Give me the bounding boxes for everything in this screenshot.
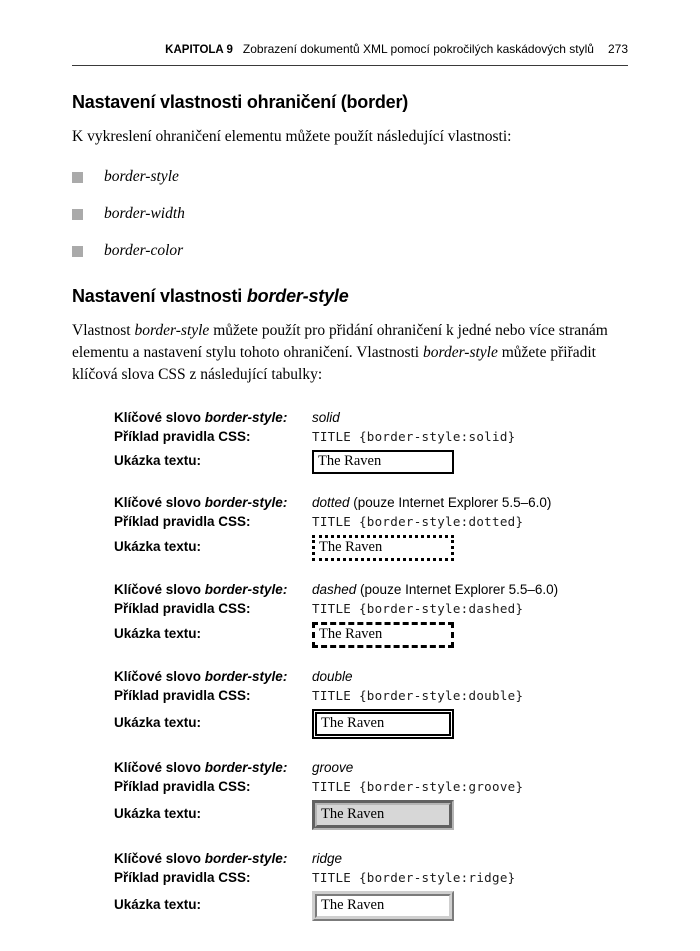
- keyword-row: [114, 760, 628, 775]
- keyword-label-term: border-style:: [204, 669, 288, 684]
- border-style-entry-dashed: [114, 582, 628, 648]
- sample-row: [114, 620, 628, 648]
- chapter-heading: [165, 42, 594, 56]
- paragraph-text: Vlastnost: [72, 322, 135, 339]
- border-style-entry-ridge: [114, 851, 628, 921]
- sample-box-double: The Raven: [312, 709, 454, 739]
- keyword-label-prefix: Klíčové slovo: [114, 410, 205, 425]
- sample-row: [114, 448, 628, 474]
- css-rule-row: [114, 779, 628, 794]
- border-style-entry-double: [114, 669, 628, 739]
- sample-label: Ukázka textu:: [114, 453, 202, 468]
- css-rule-row: [114, 870, 628, 885]
- sample-box-dotted: The Raven: [312, 535, 454, 561]
- inline-keyword: border-style: [134, 322, 210, 339]
- border-style-table: [114, 410, 628, 921]
- paragraph-text: můžete použít pro přidání ohraničení k jedné nebo více stranám elementu a nastavení stylu tohoto ohraničení. Vlastnosti: [72, 322, 608, 361]
- sample-box-dashed: The Raven: [312, 622, 454, 648]
- css-rule-code: TITLE {border-style:dashed}: [312, 601, 524, 616]
- keyword-text: ridge: [312, 851, 343, 866]
- css-rule-code: TITLE {border-style:ridge}: [312, 870, 516, 885]
- keyword-label-term: border-style:: [204, 582, 288, 597]
- css-rule-row: [114, 514, 628, 529]
- keyword-value: [312, 410, 628, 425]
- keyword-label: [114, 851, 312, 866]
- keyword-row: [114, 410, 628, 425]
- page-number: 273: [607, 42, 628, 56]
- sample-box-solid: The Raven: [312, 450, 454, 474]
- square-bullet-icon: [72, 172, 83, 183]
- keyword-label-term: border-style:: [204, 410, 288, 425]
- keyword-label-term: border-style:: [204, 495, 288, 510]
- keyword-label-prefix: Klíčové slovo: [114, 760, 205, 775]
- keyword-note: (pouze Internet Explorer 5.5–6.0): [356, 582, 559, 597]
- sample-box-groove: The Raven: [312, 800, 454, 830]
- list-item: [72, 168, 628, 186]
- keyword-text: dashed: [312, 582, 357, 597]
- border-style-paragraph: [72, 320, 628, 386]
- sample-row: [114, 707, 628, 739]
- border-style-entry-groove: [114, 760, 628, 830]
- keyword-text: solid: [312, 410, 340, 425]
- page: [72, 0, 628, 921]
- keyword-label-prefix: Klíčové slovo: [114, 495, 205, 510]
- section-title-border: Nastavení vlastnosti ohraničení (border): [72, 92, 409, 112]
- running-head: [72, 42, 628, 66]
- keyword-label-prefix: Klíčové slovo: [114, 851, 205, 866]
- chapter-title: Zobrazení dokumentů XML pomocí pokročilých kaskádových stylů: [242, 42, 594, 56]
- keyword-note: (pouze Internet Explorer 5.5–6.0): [349, 495, 552, 510]
- section-title-prefix: Nastavení vlastnosti: [72, 286, 247, 306]
- sample-wrap: [312, 448, 628, 474]
- css-rule-label: Příklad pravidla CSS:: [114, 688, 251, 703]
- keyword-row: [114, 669, 628, 684]
- section-title-keyword: border-style: [246, 286, 349, 306]
- sample-row: [114, 533, 628, 561]
- css-rule-label: Příklad pravidla CSS:: [114, 514, 251, 529]
- sample-row: [114, 889, 628, 921]
- sample-label: Ukázka textu:: [114, 715, 202, 730]
- keyword-value: [312, 582, 628, 597]
- keyword-label: [114, 669, 312, 684]
- sample-wrap: [312, 620, 628, 648]
- sample-label: Ukázka textu:: [114, 897, 202, 912]
- list-item: [72, 242, 628, 260]
- keyword-row: [114, 582, 628, 597]
- square-bullet-icon: [72, 209, 83, 220]
- keyword-text: groove: [312, 760, 354, 775]
- keyword-value: [312, 760, 628, 775]
- section-title-border-style: [72, 286, 628, 307]
- keyword-row: [114, 851, 628, 866]
- css-rule-row: [114, 688, 628, 703]
- border-style-entry-dotted: [114, 495, 628, 561]
- keyword-label: [114, 582, 312, 597]
- css-rule-label: Příklad pravidla CSS:: [114, 870, 251, 885]
- sample-wrap: [312, 533, 628, 561]
- sample-label: Ukázka textu:: [114, 539, 202, 554]
- keyword-text: double: [312, 669, 353, 684]
- css-rule-code: TITLE {border-style:groove}: [312, 779, 524, 794]
- css-rule-code: TITLE {border-style:solid}: [312, 429, 516, 444]
- border-style-entry-solid: [114, 410, 628, 474]
- keyword-value: [312, 669, 628, 684]
- border-intro-paragraph: K vykreslení ohraničení elementu můžete použít následující vlastnosti:: [72, 128, 512, 145]
- css-rule-label: Příklad pravidla CSS:: [114, 601, 251, 616]
- sample-label: Ukázka textu:: [114, 806, 202, 821]
- keyword-label-term: border-style:: [204, 760, 288, 775]
- list-item-label: border-width: [104, 205, 185, 222]
- sample-label: Ukázka textu:: [114, 626, 202, 641]
- sample-row: [114, 798, 628, 830]
- keyword-label: [114, 760, 312, 775]
- list-item: [72, 205, 628, 223]
- inline-keyword: border-style: [422, 344, 498, 361]
- keyword-label: [114, 410, 312, 425]
- css-rule-label: Příklad pravidla CSS:: [114, 429, 251, 444]
- css-rule-label: Příklad pravidla CSS:: [114, 779, 251, 794]
- list-item-label: border-style: [104, 168, 179, 185]
- css-rule-row: [114, 601, 628, 616]
- keyword-text: dotted: [312, 495, 350, 510]
- border-properties-list: [72, 168, 628, 260]
- paragraph-text: můžete přiřadit klíčová slova CSS z následující tabulky:: [72, 344, 596, 383]
- list-item-label: border-color: [104, 242, 184, 259]
- sample-wrap: [312, 707, 628, 739]
- square-bullet-icon: [72, 246, 83, 257]
- keyword-label-prefix: Klíčové slovo: [114, 669, 205, 684]
- keyword-label-prefix: Klíčové slovo: [114, 582, 205, 597]
- css-rule-code: TITLE {border-style:double}: [312, 688, 524, 703]
- keyword-label: [114, 495, 312, 510]
- sample-wrap: [312, 889, 628, 921]
- chapter-label: KAPITOLA 9: [165, 44, 233, 56]
- keyword-value: [312, 851, 628, 866]
- css-rule-row: [114, 429, 628, 444]
- sample-box-ridge: The Raven: [312, 891, 454, 921]
- css-rule-code: TITLE {border-style:dotted}: [312, 514, 524, 529]
- keyword-label-term: border-style:: [204, 851, 288, 866]
- keyword-row: [114, 495, 628, 510]
- sample-wrap: [312, 798, 628, 830]
- keyword-value: [312, 495, 628, 510]
